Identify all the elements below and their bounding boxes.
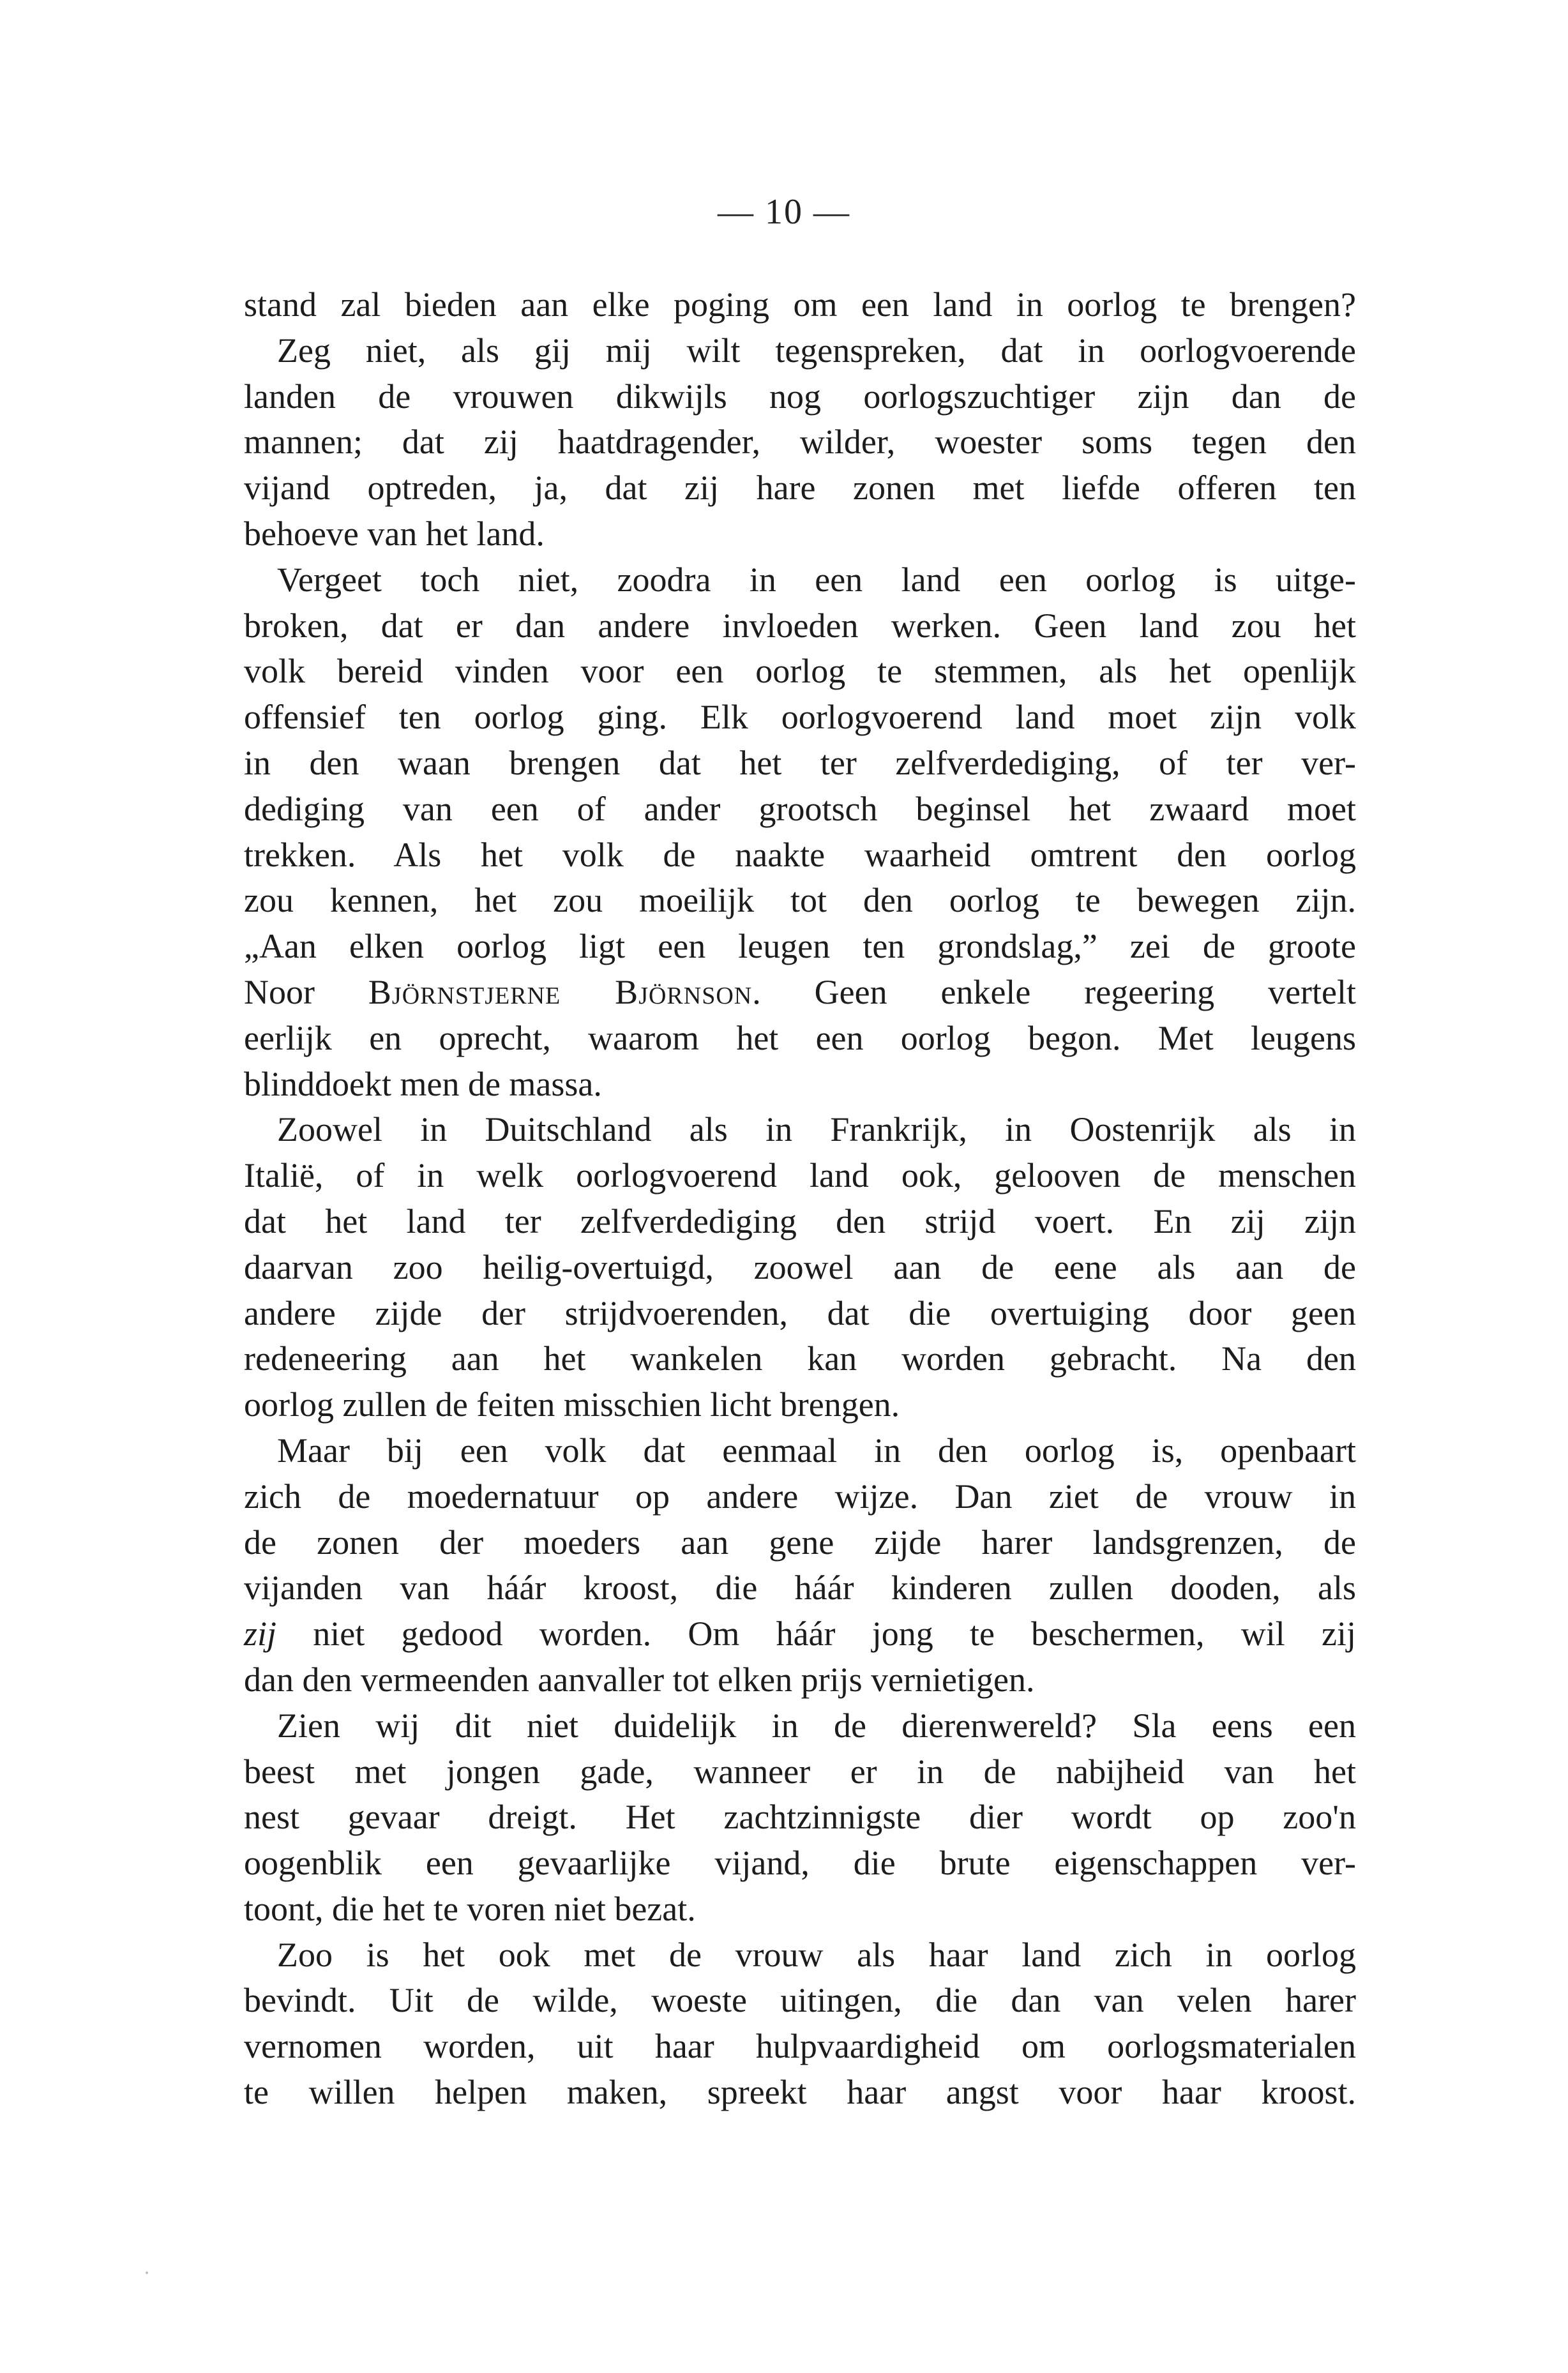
text-line: vernomen worden, uit haar hulpvaardigheid om oorlogsmaterialen xyxy=(244,2027,1356,2066)
text-line: Italië, of in welk oorlogvoerend land ook, gelooven de menschen xyxy=(244,1156,1356,1195)
text-line-part: . Geen enkele regeering vertelt xyxy=(752,972,1356,1011)
body-text xyxy=(244,282,1356,2116)
text-line: blinddoekt men de massa. xyxy=(244,1064,602,1103)
text-line: dat het land ter zelfverdediging den strijd voert. En zij zijn xyxy=(244,1202,1356,1240)
text-line: trekken. Als het volk de naakte waarheid omtrent den oorlog xyxy=(244,835,1356,874)
text-line: landen de vrouwen dikwijls nog oorlogszuchtiger zijn dan de xyxy=(244,377,1356,416)
text-line-part: Noor xyxy=(244,972,315,1011)
text-line: mannen; dat zij haatdragender, wilder, woester soms tegen den xyxy=(244,423,1356,462)
text-line: offensief ten oorlog ging. Elk oorlogvoerend land moet zijn volk xyxy=(244,698,1356,737)
text-line: beest met jongen gade, wanneer er in de nabijheid van het xyxy=(244,1752,1356,1791)
text-line: broken, dat er dan andere invloeden werken. Geen land zou het xyxy=(244,606,1356,645)
text-line: oogenblik een gevaarlijke vijand, die brute eigenschappen ver- xyxy=(244,1844,1356,1883)
text-line: daarvan zoo heilig-overtuigd, zoowel aan de eene als aan de xyxy=(244,1247,1356,1286)
emphasis-text: zij xyxy=(244,1615,277,1654)
text-line: zich de moedernatuur op andere wijze. Dan ziet de vrouw in xyxy=(244,1477,1356,1516)
text-line: Zoo is het ook met de vrouw als haar land zich in oorlog xyxy=(277,1935,1356,1974)
text-line: nest gevaar dreigt. Het zachtzinnigste dier wordt op zoo'n xyxy=(244,1798,1356,1837)
text-line: Maar bij een volk dat eenmaal in den oorlog is, openbaart xyxy=(277,1431,1356,1470)
text-line: dan den vermeenden aanvaller tot elken prijs vernietigen. xyxy=(244,1660,1035,1699)
text-line: Zoowel in Duitschland als in Frankrijk, in Oostenrijk als in xyxy=(277,1110,1356,1149)
text-line: vijand optreden, ja, dat zij hare zonen met liefde offeren ten xyxy=(244,469,1356,508)
author-name: Björnstjerne Björnson xyxy=(368,972,753,1011)
text-line: Vergeet toch niet, zoodra in een land een oorlog is uitge- xyxy=(277,560,1356,599)
text-line: toont, die het te voren niet bezat. xyxy=(244,1889,696,1928)
text-line: zou kennen, het zou moeilijk tot den oorlog te bewegen zijn. xyxy=(244,881,1356,920)
text-line: vijanden van háár kroost, die háár kinderen zullen dooden, als xyxy=(244,1569,1356,1608)
text-line: Zien wij dit niet duidelijk in de dierenwereld? Sla eens een xyxy=(277,1706,1356,1745)
text-line-part: niet gedood worden. Om háár jong te beschermen, wil zij xyxy=(276,1615,1356,1654)
text-line: stand zal bieden aan elke poging om een land in oorlog te brengen? xyxy=(244,285,1356,324)
text-line: te willen helpen maken, spreekt haar angst voor haar kroost. xyxy=(244,2073,1356,2112)
text-line: bevindt. Uit de wilde, woeste uitingen, die dan van velen harer xyxy=(244,1981,1356,2020)
text-line: „Aan elken oorlog ligt een leugen ten grondslag,” zei de groote xyxy=(244,927,1356,966)
text-line xyxy=(244,970,1356,1016)
text-line: oorlog zullen de feiten misschien licht brengen. xyxy=(244,1385,900,1424)
text-line: de zonen der moeders aan gene zijde harer landsgrenzen, de xyxy=(244,1523,1356,1562)
text-line: eerlijk en oprecht, waarom het een oorlog begon. Met leugens xyxy=(244,1018,1356,1057)
text-line xyxy=(244,1611,1356,1657)
text-line: in den waan brengen dat het ter zelfverdediging, of ter ver- xyxy=(244,743,1356,782)
text-line: dediging van een of ander grootsch beginsel het zwaard moet xyxy=(244,789,1356,828)
text-line: behoeve van het land. xyxy=(244,514,545,553)
paper-speck xyxy=(146,2271,148,2274)
page-number: — 10 — xyxy=(718,192,850,232)
text-line: Zeg niet, als gij mij wilt tegenspreken, dat in oorlogvoerende xyxy=(277,331,1356,370)
text-line: volk bereid vinden voor een oorlog te stemmen, als het openlijk xyxy=(244,652,1356,691)
text-line: redeneering aan het wankelen kan worden gebracht. Na den xyxy=(244,1339,1356,1378)
text-line: andere zijde der strijdvoerenden, dat die overtuiging door geen xyxy=(244,1293,1356,1332)
